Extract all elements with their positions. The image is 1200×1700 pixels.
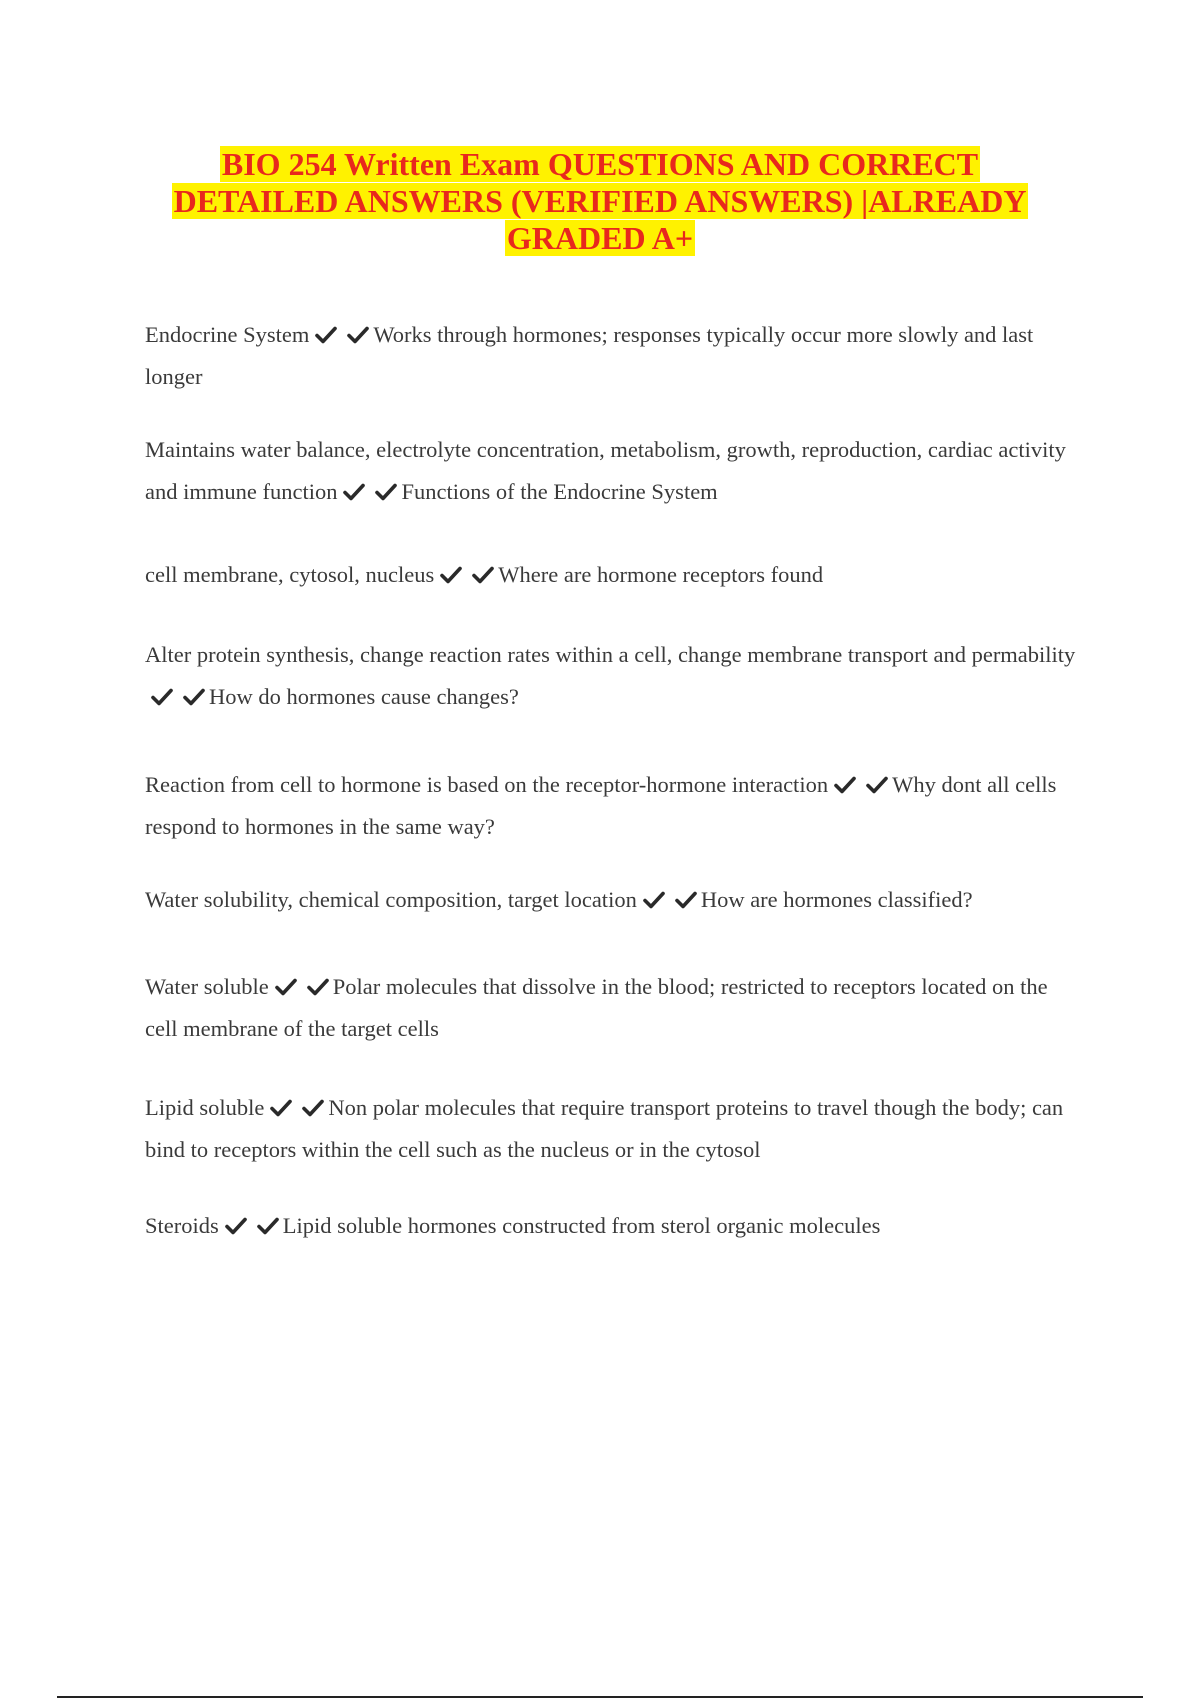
entry-definition: How do hormones cause changes? — [209, 684, 519, 709]
footer-divider — [57, 1696, 1143, 1698]
entry-definition: Why dont all cells respond to hormones in the same way? — [145, 772, 1057, 839]
checkmark-icon — [834, 775, 856, 795]
checkmark-icon — [307, 977, 329, 997]
entry-definition: How are hormones classified? — [700, 887, 973, 912]
qa-entry — [145, 554, 1080, 596]
checkmark-icon — [347, 325, 369, 345]
checkmark-icon — [472, 565, 494, 585]
entry-term: Endocrine System — [145, 322, 310, 347]
qa-entry — [145, 429, 1080, 513]
qa-entry — [145, 764, 1080, 848]
checkmark-icon — [440, 565, 462, 585]
checkmark-icon — [315, 325, 337, 345]
qa-entry — [145, 879, 1080, 921]
checkmark-icon — [643, 890, 665, 910]
entry-definition: Lipid soluble hormones constructed from sterol organic molecules — [282, 1213, 881, 1238]
qa-entry — [145, 1205, 1080, 1247]
qa-entry — [145, 966, 1080, 1050]
checkmark-icon — [866, 775, 888, 795]
checkmark-icon — [302, 1098, 324, 1118]
entry-term: cell membrane, cytosol, nucleus — [145, 562, 435, 587]
entry-term: Water solubility, chemical composition, target location — [145, 887, 637, 912]
entry-term: Maintains water balance, electrolyte concentration, metabolism, growth, reproduction, cardiac activity and immune function — [145, 437, 1066, 504]
checkmark-icon — [151, 687, 173, 707]
entry-term: Reaction from cell to hormone is based on the receptor-hormone interaction — [145, 772, 829, 797]
title-line-3: GRADED A+ — [506, 220, 694, 256]
entry-term: Water soluble — [145, 974, 269, 999]
qa-entry — [145, 634, 1080, 718]
entry-definition: Polar molecules that dissolve in the blood; restricted to receptors located on the cell membrane of the target cells — [145, 974, 1048, 1041]
checkmark-icon — [343, 482, 365, 502]
entry-definition: Non polar molecules that require transport proteins to travel though the body; can bind to receptors within the cell such as the nucleus or in the cytosol — [145, 1095, 1064, 1162]
entry-term: Steroids — [145, 1213, 219, 1238]
checkmark-icon — [275, 977, 297, 997]
entry-definition: Where are hormone receptors found — [498, 562, 824, 587]
checkmark-icon — [375, 482, 397, 502]
checkmark-icon — [270, 1098, 292, 1118]
entry-definition: Works through hormones; responses typically occur more slowly and last longer — [145, 322, 1034, 389]
entry-term: Alter protein synthesis, change reaction rates within a cell, change membrane transport and permability — [145, 642, 1076, 667]
qa-entry — [145, 1087, 1080, 1171]
checkmark-icon — [257, 1216, 279, 1236]
entry-definition: Functions of the Endocrine System — [401, 479, 718, 504]
title-line-2: DETAILED ANSWERS (VERIFIED ANSWERS) |ALREADY — [173, 183, 1027, 219]
qa-entry — [145, 314, 1080, 398]
checkmark-icon — [183, 687, 205, 707]
document-title — [100, 146, 1100, 257]
title-line-1: BIO 254 Written Exam QUESTIONS AND CORRECT — [221, 146, 979, 182]
checkmark-icon — [225, 1216, 247, 1236]
entry-term: Lipid soluble — [145, 1095, 265, 1120]
checkmark-icon — [675, 890, 697, 910]
